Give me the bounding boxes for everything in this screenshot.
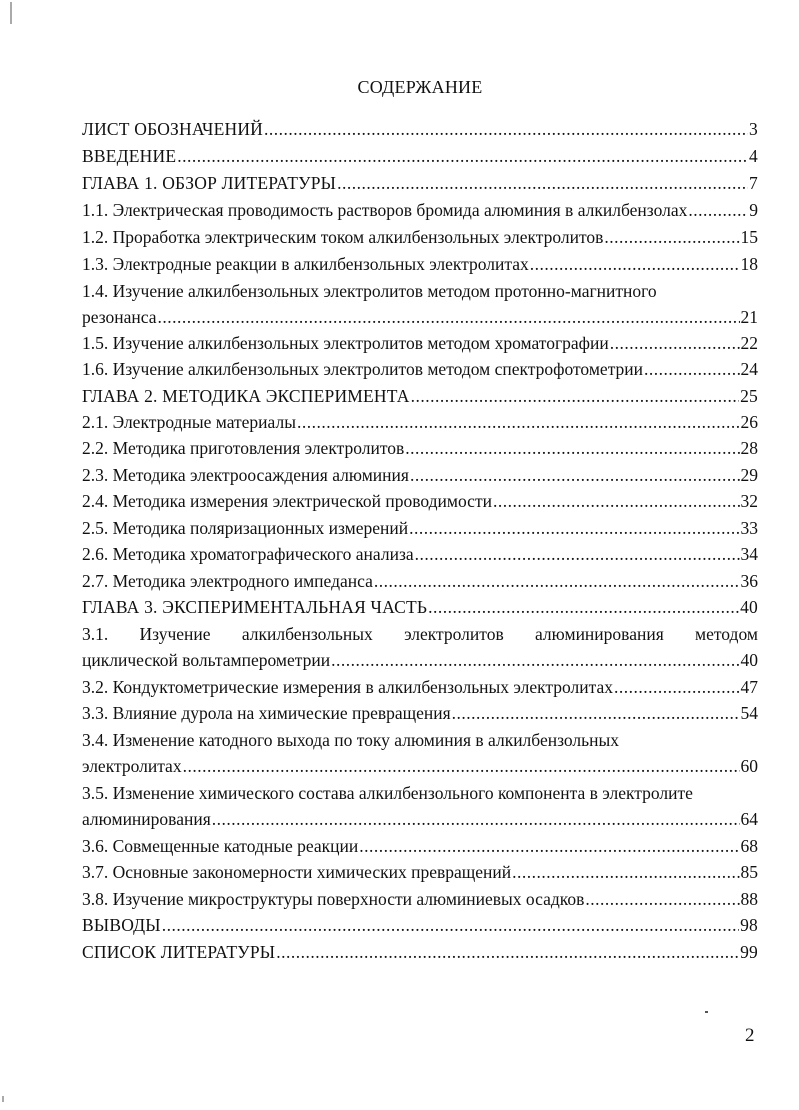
toc-entry-page: 3 (749, 119, 758, 139)
toc-entry-title: алюминирования (82, 809, 211, 829)
toc-entry[interactable] (82, 465, 758, 489)
dot-leader (610, 333, 740, 354)
dot-leader (162, 915, 739, 936)
toc-entry[interactable] (82, 942, 758, 966)
toc-entry-page: 29 (740, 465, 758, 485)
scan-artifact (705, 1011, 708, 1013)
toc-entry-title: 1.5. Изучение алкилбензольных электролитов методом хроматографии (82, 333, 609, 353)
toc-entry-page: 28 (740, 438, 758, 458)
toc-entry-title: СПИСОК ЛИТЕРАТУРЫ (82, 942, 276, 962)
toc-entry-title: ЛИСТ ОБОЗНАЧЕНИЙ (82, 119, 264, 139)
toc-entry-title-line1[interactable]: 1.4. Изучение алкилбензольных электролитов методом протонно-магнитного (82, 281, 657, 301)
word: Изучение (139, 624, 211, 644)
toc-entry[interactable] (82, 200, 758, 224)
toc-entry-title: 2.4. Методика измерения электрической проводимости (82, 491, 492, 511)
toc-entry[interactable] (82, 254, 758, 278)
dot-leader (428, 597, 739, 618)
toc-entry[interactable] (82, 359, 758, 383)
toc-entry[interactable] (82, 333, 758, 357)
toc-entry-title: 1.6. Изучение алкилбензольных электролитов методом спектрофотометрии (82, 359, 644, 379)
word: электролитов (404, 624, 504, 644)
toc-entry[interactable] (82, 386, 758, 410)
toc-entry-page: 60 (740, 756, 758, 776)
toc-entry-title: 1.3. Электродные реакции в алкилбензольных электролитах (82, 254, 529, 274)
word: алюминирования (535, 624, 664, 644)
toc-entry[interactable] (82, 491, 758, 515)
toc-entry[interactable] (82, 307, 758, 331)
toc-entry-title: 2.5. Методика поляризационных измерений (82, 518, 409, 538)
toc-entry[interactable] (82, 518, 758, 542)
toc-entry-page: 85 (740, 862, 758, 882)
toc-entry-title: циклической вольтамперометрии (82, 650, 331, 670)
toc-entry[interactable] (82, 173, 758, 197)
toc-entry-title: 2.6. Методика хроматографического анализа (82, 544, 414, 564)
dot-leader (530, 254, 740, 275)
toc-entry-page: 22 (740, 333, 758, 353)
toc-entry-page: 88 (740, 889, 758, 909)
toc-entry[interactable] (82, 862, 758, 886)
dot-leader (409, 518, 739, 539)
toc-entry-page: 64 (740, 809, 758, 829)
page-number: 2 (745, 1025, 755, 1046)
toc-entry[interactable] (82, 544, 758, 568)
toc-entry-title: ВЫВОДЫ (82, 915, 161, 935)
dot-leader (337, 173, 748, 194)
toc-entry-title: резонанса (82, 307, 157, 327)
toc-entry-page: 68 (740, 836, 758, 856)
dot-leader (264, 119, 748, 140)
dot-leader (493, 491, 740, 512)
dot-leader (410, 465, 740, 486)
toc-entry-page: 15 (740, 227, 758, 247)
toc-entry-title: 3.6. Совмещенные катодные реакции (82, 836, 359, 856)
dot-leader (276, 942, 739, 963)
toc-entry[interactable] (82, 571, 758, 595)
dot-leader (374, 571, 740, 592)
word: алкилбензольных (241, 624, 373, 644)
toc-entry-page: 99 (740, 942, 758, 962)
toc-entry-title: 3.2. Кондуктометрические измерения в алкилбензольных электролитах (82, 677, 614, 697)
toc-entry-page: 4 (749, 146, 758, 166)
toc-entry[interactable] (82, 809, 758, 833)
dot-leader (183, 756, 740, 777)
toc-entry-title: 2.2. Методика приготовления электролитов (82, 438, 405, 458)
toc-entry[interactable] (82, 915, 758, 939)
toc-entry-page: 7 (749, 173, 758, 193)
toc-entry[interactable] (82, 836, 758, 860)
toc-entry-title: 2.7. Методика электродного импеданса (82, 571, 373, 591)
toc-entry-title: ГЛАВА 3. ЭКСПЕРИМЕНТАЛЬНАЯ ЧАСТЬ (82, 597, 428, 617)
toc-entry[interactable] (82, 412, 758, 436)
page-title: СОДЕРЖАНИЕ (357, 77, 483, 97)
toc-entry-page: 33 (740, 518, 758, 538)
toc-entry[interactable] (82, 889, 758, 913)
toc-entry-title: ГЛАВА 2. МЕТОДИКА ЭКСПЕРИМЕНТА (82, 386, 410, 406)
toc-entry-page: 26 (740, 412, 758, 432)
dot-leader (177, 146, 748, 167)
toc-entry-page: 32 (740, 491, 758, 511)
toc-entry-page: 9 (749, 200, 758, 220)
toc-entry-page: 25 (740, 386, 758, 406)
toc-entry-title: ВВЕДЕНИЕ (82, 146, 177, 166)
toc-entry-page: 40 (740, 650, 758, 670)
dot-leader (512, 862, 739, 883)
dot-leader (585, 889, 739, 910)
toc-entry[interactable] (82, 677, 758, 701)
toc-entry-page: 54 (740, 703, 758, 723)
word: методом (695, 624, 758, 644)
toc-entry[interactable] (82, 227, 758, 251)
dot-leader (331, 650, 739, 671)
toc-entry-page: 36 (740, 571, 758, 591)
dot-leader (158, 307, 740, 328)
toc-entry-title: 3.8. Изучение микроструктуры поверхности алюминиевых осадков (82, 889, 585, 909)
dot-leader (297, 412, 740, 433)
toc-entry-title: электролитах (82, 756, 182, 776)
toc-entry-page: 18 (740, 254, 758, 274)
word: 3.1. (82, 624, 109, 644)
toc-entry-title: 2.3. Методика электроосаждения алюминия (82, 465, 409, 485)
dot-leader (411, 386, 739, 407)
toc-entry-title: 1.1. Электрическая проводимость растворов бромида алюминия в алкилбензолах (82, 200, 688, 220)
toc-entry-title: ГЛАВА 1. ОБЗОР ЛИТЕРАТУРЫ (82, 173, 337, 193)
toc-entry[interactable] (82, 119, 758, 143)
scan-artifact (10, 2, 12, 24)
dot-leader (604, 227, 739, 248)
dot-leader (405, 438, 739, 459)
toc-entry-title: 3.3. Влияние дурола на химические превращения (82, 703, 451, 723)
toc-entry[interactable] (82, 438, 758, 462)
toc-entry-title: 2.1. Электродные материалы (82, 412, 296, 432)
dot-leader (359, 836, 739, 857)
toc-entry-title-line1[interactable]: 3.5. Изменение химического состава алкилбензольного компонента в электролите (82, 783, 693, 803)
toc-entry-page: 24 (740, 359, 758, 379)
toc-entry-title-line1[interactable]: 3.4. Изменение катодного выхода по току алюминия в алкилбензольных (82, 730, 620, 750)
dot-leader (614, 677, 739, 698)
dot-leader (644, 359, 739, 380)
toc-entry[interactable] (82, 756, 758, 780)
dot-leader (415, 544, 740, 565)
toc-entry-title: 3.7. Основные закономерности химических превращений (82, 862, 512, 882)
toc-entry-page: 21 (740, 307, 758, 327)
toc-entry[interactable] (82, 597, 758, 621)
toc-entry-page: 34 (740, 544, 758, 564)
toc-entry[interactable] (82, 146, 758, 170)
toc-entry-title-line1[interactable] (82, 624, 758, 648)
toc-entry-title: 1.2. Проработка электрическим током алкилбензольных электролитов (82, 227, 604, 247)
toc-entry-page: 40 (740, 597, 758, 617)
dot-leader (212, 809, 740, 830)
dot-leader (688, 200, 748, 221)
toc-entry[interactable] (82, 703, 758, 727)
toc-entry-page: 47 (740, 677, 758, 697)
toc-entry-page: 98 (740, 915, 758, 935)
dot-leader (452, 703, 740, 724)
scan-artifact (2, 1096, 4, 1102)
toc-entry[interactable] (82, 650, 758, 674)
